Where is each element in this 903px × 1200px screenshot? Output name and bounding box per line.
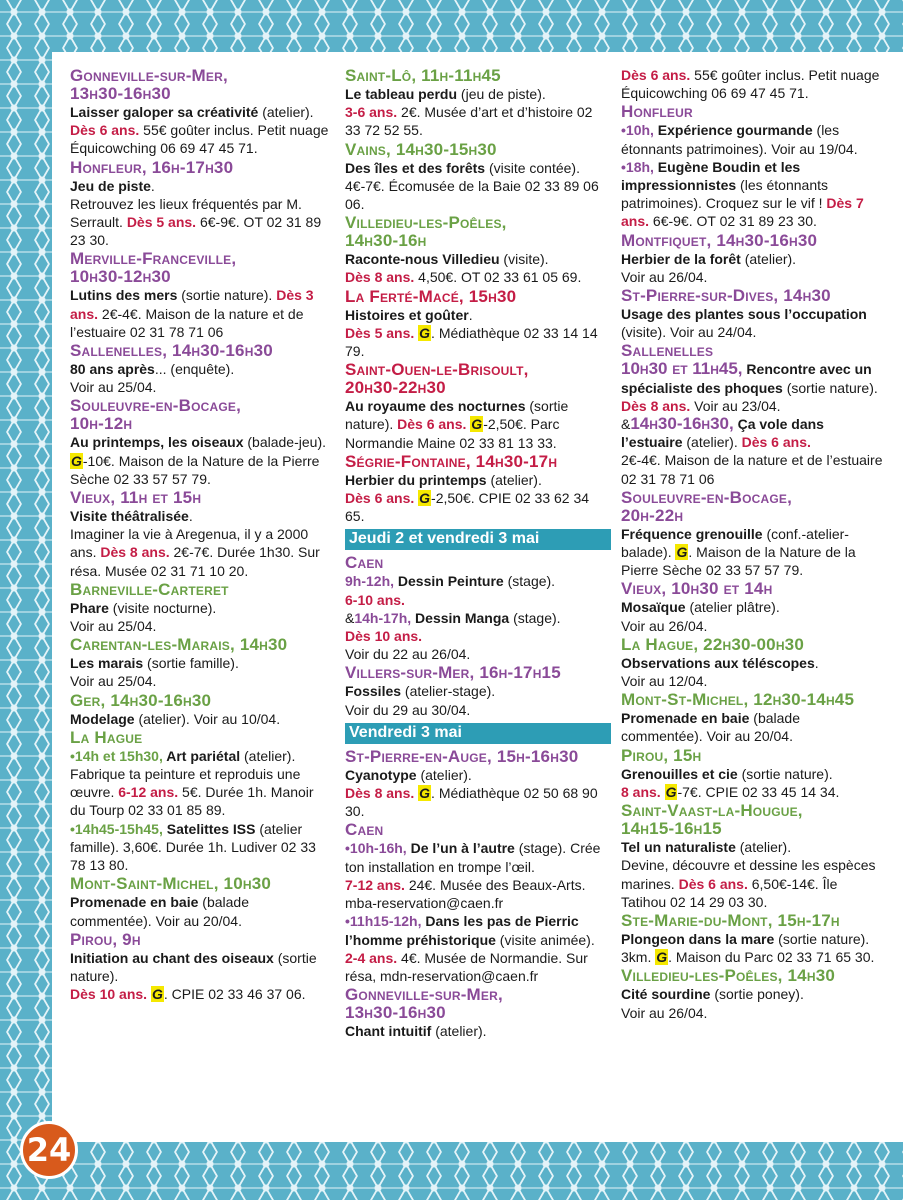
event-place: Sallenelles (621, 341, 714, 361)
event-place: Pirou, 15h (621, 745, 702, 765)
event-place: Caen (345, 553, 384, 573)
event-place: Saint-Lô, 11h-11h45 (345, 66, 501, 85)
event-place: Montfiquet, 14h30-16h30 (621, 230, 818, 250)
event-text: •10h, Expérience gourmande (les étonnants patrimoines). Voir au 19/04. (621, 122, 858, 157)
event-place: Vains, 14h30-15h30 (345, 139, 497, 159)
free-badge: G (419, 324, 431, 341)
event-place: Barneville-Carteret (70, 579, 229, 599)
free-badge: G (676, 544, 688, 561)
event-text: Cyanotype (atelier). Dès 8 ans. G. Médiathèque 02 50 68 90 30. (345, 766, 598, 820)
free-badge: G (151, 986, 163, 1003)
free-badge: G (665, 783, 677, 800)
event-text: Grenouilles et cie (sortie nature). 8 ans. G-7€. CPIE 02 33 45 14 34. (621, 765, 840, 800)
event-place: Villedieu-les-Poêles, 14h30 (621, 966, 836, 986)
event-text: Cité sourdine (sortie poney). Voir au 26/04. (621, 986, 804, 1021)
free-badge: G (656, 949, 668, 966)
event-place: Honfleur, 16h-17h30 (70, 157, 234, 177)
event-place: Saint-Vaast-la-Hougue, 14h15-16h15 (621, 801, 803, 839)
event-text: •10h-16h, De l’un à l’autre (stage). Crée ton installation en trompe l’œil. 7-12 ans. 24€. Musée des Beaux-Arts. mba-reservation@caen.fr (345, 840, 601, 912)
event-text: Laisser galoper sa créativité (atelier). Dès 6 ans. 55€ goûter inclus. Petit nuage Équicowching 06 69 47 45 71. (70, 104, 329, 157)
event-place: Souleuvre-en-Bocage, 20h-22h (621, 487, 793, 525)
free-badge: G (71, 452, 82, 469)
event-text: Promenade en baie (balade commentée). Voir au 20/04. (70, 894, 249, 929)
event-place: La Hague, 22h30-00h30 (621, 634, 804, 654)
event-place: Vieux, 10h30 et 14h (621, 579, 773, 599)
event-text: &14h30-16h30, Ça vole dans l’estuaire (atelier). Dès 6 ans. 2€-4€. Maison de la nature et de l’estuaire 02 31 78 71 06 (621, 414, 883, 487)
event-place: Carentan-les-Marais, 14h30 (70, 635, 288, 655)
event-text: •18h, Eugène Boudin et les impressionnistes (les étonnants patrimoines). Croquez sur le vif ! Dès 7 ans. 6€-9€. OT 02 31 89 23 30. (621, 158, 864, 230)
event-place: Merville-Franceville, 10h30-12h30 (70, 249, 237, 287)
free-badge: G (419, 785, 431, 802)
event-text: Fréquence grenouille (conf.-atelier-balade). G. Maison de la Nature de la Pierre Sèche 02 33 57 57 79. (621, 525, 856, 579)
event-text: Tel un naturaliste (atelier). Devine, découvre et dessine les espèces marines. Dès 6 ans. 6,50€-14€. Île Tatihou 02 14 29 03 30. (621, 839, 876, 910)
event-text: Dès 6 ans. 55€ goûter inclus. Petit nuage Équicowching 06 69 47 45 71. (621, 67, 880, 102)
event-text: Chant intuitif (atelier). (345, 1023, 487, 1040)
event-place: La Ferté-Macé, 15h30 (345, 286, 517, 306)
event-place: Mont-St-Michel, 12h30-14h45 (621, 690, 855, 710)
event-text: Le tableau perdu (jeu de piste). 3-6 ans. 2€. Musée d’art et d’histoire 02 33 72 52 55. (345, 86, 593, 139)
event-place: Villers-sur-Mer, 16h-17h15 (345, 663, 561, 683)
column-1 (70, 66, 332, 1003)
event-text: •11h15-12h, Dans les pas de Pierric l’homme préhistorique (visite animée). 2-4 ans. 4€. Musée de Normandie. Sur résa, mdn-reservation@caen.fr (345, 913, 595, 984)
column-2 (345, 66, 607, 1040)
event-text: •14h et 15h30, Art pariétal (atelier). Fabrique ta peinture et reproduis une œuvre. 6-12 ans. 5€. Durée 1h. Manoir du Tourp 02 33 01 85 89. (70, 747, 314, 819)
event-place: Sallenelles, 14h30-16h30 (70, 341, 273, 361)
event-place: St-Pierre-sur-Dives, 14h30 (621, 286, 831, 306)
event-text: 9h-12h, Dessin Peinture (stage). 6-10 ans. (345, 573, 556, 608)
event-text: 80 ans après... (enquête). Voir au 25/04. (70, 361, 235, 396)
event-text: Herbier de la forêt (atelier). Voir au 26/04. (621, 250, 797, 285)
event-text: Les marais (sortie famille). Voir au 25/04. (70, 655, 239, 690)
event-text: Fossiles (atelier-stage). Voir du 29 au 30/04. (345, 683, 496, 718)
event-text: Visite théâtralisée. Imaginer la vie à Aregenua, il y a 2000 ans. Dès 8 ans. 2€-7€. Durée 1h30. Sur résa. Musée 02 31 71 10 20. (70, 508, 320, 579)
date-header: Vendredi 3 mai (345, 723, 611, 744)
event-place: Gonneville-sur-Mer, 13h30-16h30 (70, 66, 228, 103)
event-text: Promenade en baie (balade commentée). Voir au 20/04. (621, 710, 800, 745)
event-place: Caen (345, 820, 384, 840)
event-text: &14h-17h, Dessin Manga (stage). Dès 10 ans. Voir du 22 au 26/04. (345, 609, 561, 663)
event-text: Des îles et des forêts (visite contée). 4€-7€. Écomusée de la Baie 02 33 89 06 06. (345, 159, 599, 213)
event-place: Ste-Marie-du-Mont, 15h-17h (621, 910, 840, 930)
event-place: Honfleur (621, 102, 693, 122)
event-text: Histoires et goûter. Dès 5 ans. G. Médiathèque 02 33 14 14 79. (345, 306, 598, 360)
event-place: Villedieu-les-Poêles, 14h30-16h (345, 213, 507, 251)
page-number-badge: 24 (20, 1121, 78, 1179)
free-badge: G (419, 490, 431, 507)
event-text: Modelage (atelier). Voir au 10/04. (70, 710, 281, 727)
event-text: Au printemps, les oiseaux (balade-jeu). G-10€. Maison de la Nature de la Pierre Sèche 02 33 57 57 79. (70, 434, 326, 487)
event-text: Usage des plantes sous l’occupation (visite). Voir au 24/04. (621, 306, 867, 341)
event-place: Mont-Saint-Michel, 10h30 (70, 874, 272, 894)
event-text: Raconte-nous Villedieu (visite). Dès 8 ans. 4,50€. OT 02 33 61 05 69. (345, 251, 582, 286)
event-place: Ségrie-Fontaine, 14h30-17h (345, 451, 558, 471)
event-place: Gonneville-sur-Mer, 13h30-16h30 (345, 985, 503, 1023)
event-text: Herbier du printemps (atelier). Dès 6 ans. G-2,50€. CPIE 02 33 62 34 65. (345, 471, 590, 525)
event-place: Vieux, 11h et 15h (70, 488, 202, 508)
event-place: Souleuvre-en-Bocage, 10h-12h (70, 396, 242, 434)
event-text: Observations aux téléscopes. Voir au 12/04. (621, 654, 819, 690)
free-badge: G (471, 416, 483, 433)
event-place: St-Pierre-en-Auge, 15h-16h30 (345, 746, 579, 766)
event-place: Saint-Ouen-le-Brisoult, 20h30-22h30 (345, 360, 529, 398)
event-text: Phare (visite nocturne). Voir au 25/04. (70, 599, 217, 635)
event-text: •14h45-15h45, Satelittes ISS (atelier famille). 3,60€. Durée 1h. Ludiver 02 33 78 13 80. (70, 820, 316, 874)
event-place: La Hague (70, 727, 143, 747)
event-text: Lutins des mers (sortie nature). Dès 3 ans. 2€-4€. Maison de la nature et de l’estuaire 02 31 78 71 06 (70, 287, 314, 340)
event-place: Ger, 14h30-16h30 (70, 690, 212, 710)
event-text: Mosaïque (atelier plâtre). Voir au 26/04. (621, 599, 780, 634)
date-header: Jeudi 2 et vendredi 3 mai (345, 529, 611, 550)
event-text: 10h30 et 11h45, Rencontre avec un spécialiste des phoques (sortie nature). Dès 8 ans. Voir au 23/04. (621, 359, 878, 414)
event-text: Jeu de piste. Retrouvez les lieux fréquentés par M. Serrault. Dès 5 ans. 6€-9€. OT 02 31 89 23 30. (70, 177, 322, 249)
event-text: Plongeon dans la mare (sortie nature). 3km. G. Maison du Parc 02 33 71 65 30. (621, 930, 875, 966)
event-place: Pirou, 9h (70, 929, 141, 949)
event-text: Au royaume des nocturnes (sortie nature). Dès 6 ans. G-2,50€. Parc Normandie Maine 02 33 81 13 33. (345, 398, 569, 451)
column-3 (621, 66, 883, 1022)
event-text: Initiation au chant des oiseaux (sortie nature). Dès 10 ans. G. CPIE 02 33 46 37 06. (70, 949, 317, 1003)
